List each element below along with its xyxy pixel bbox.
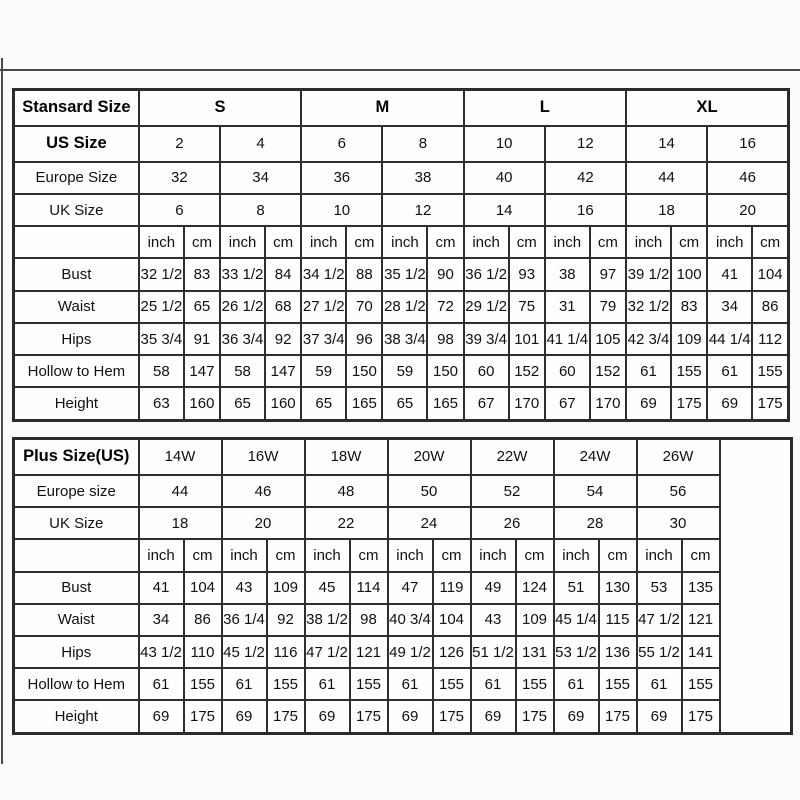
table-cell: 175 [267,700,305,733]
table-cell: 61 [388,668,433,700]
table-cell: 46 [222,475,305,507]
table-cell: 105 [590,323,626,355]
table-cell: Bust [14,572,139,604]
table-cell: 40 [464,162,545,194]
table-cell: 28 1/2 [382,291,427,323]
table-cell: 10 [301,194,382,226]
table-cell: cm [509,226,545,258]
table-cell: Hips [14,323,139,355]
table-cell: 47 [388,572,433,604]
table-cell: 36 3/4 [220,323,265,355]
table-cell: 28 [554,507,637,539]
table-cell: 155 [671,355,707,387]
table-cell: Hollow to Hem [14,668,139,700]
table-cell: inch [220,226,265,258]
table-cell: cm [427,226,463,258]
table-cell: Hips [14,636,139,668]
table-cell: 67 [545,387,590,420]
table-cell: 115 [599,604,637,636]
table-cell: 16 [707,126,788,162]
table-cell: 43 [471,604,516,636]
table-cell: 155 [682,668,720,700]
table-cell: 31 [545,291,590,323]
table-cell: 34 [220,162,301,194]
table-cell: 38 [545,258,590,290]
table-row [14,194,789,226]
table-cell: 116 [267,636,305,668]
table-cell: 53 [637,572,682,604]
table-cell: 119 [433,572,471,604]
table-cell: 69 [471,700,516,733]
table-cell: 4 [220,126,301,162]
table-cell: inch [382,226,427,258]
table-cell: Bust [14,258,139,290]
table-cell: 70 [346,291,382,323]
table-cell: 55 1/2 [637,636,682,668]
table-row [14,475,792,507]
table-cell: 20W [388,439,471,475]
table-cell: 59 [382,355,427,387]
table-cell: 98 [427,323,463,355]
table-cell: 170 [509,387,545,420]
table-cell: 152 [509,355,545,387]
table-cell: 124 [516,572,554,604]
table-cell: cm [267,539,305,571]
table-cell: cm [682,539,720,571]
table-cell: S [139,90,301,126]
table-cell: 18 [139,507,222,539]
table-cell: inch [554,539,599,571]
table-row [14,226,789,258]
table-row [14,258,789,290]
empty-cell [14,539,139,571]
table-cell: 112 [752,323,788,355]
table-row [14,439,792,475]
table-cell: 160 [265,387,301,420]
table-cell: 34 1/2 [301,258,346,290]
table-cell: 58 [220,355,265,387]
standard-size-table [12,88,790,422]
table-cell: 165 [346,387,382,420]
table-cell: cm [752,226,788,258]
table-cell: 61 [139,668,184,700]
table-cell: 136 [599,636,637,668]
table-row [14,162,789,194]
table-cell: 84 [265,258,301,290]
table-cell: inch [305,539,350,571]
table-cell: inch [626,226,671,258]
table-cell: cm [265,226,301,258]
table-cell: 175 [433,700,471,733]
table-cell: 41 [139,572,184,604]
table-cell: 72 [427,291,463,323]
table-cell: 91 [184,323,220,355]
table-cell: 175 [682,700,720,733]
table-cell: 155 [267,668,305,700]
outer-frame-top-line [0,69,800,71]
table-cell: 150 [346,355,382,387]
table-cell: 67 [464,387,509,420]
table-cell: 98 [350,604,388,636]
table-cell: 130 [599,572,637,604]
table-cell: 32 [139,162,220,194]
table-cell: 79 [590,291,626,323]
table-cell: 24 [388,507,471,539]
table-cell: 14 [464,194,545,226]
table-cell: 56 [637,475,720,507]
table-cell: 92 [267,604,305,636]
table-cell: 10 [464,126,545,162]
table-cell: 24W [554,439,637,475]
table-cell: 147 [265,355,301,387]
table-cell: 46 [707,162,788,194]
table-cell: Plus Size(US) [14,439,139,475]
table-cell: 175 [599,700,637,733]
table-cell: cm [433,539,471,571]
table-cell: Stansard Size [14,90,139,126]
table-cell: 44 1/4 [707,323,752,355]
table-cell: 155 [752,355,788,387]
table-cell: 155 [516,668,554,700]
table-cell: 69 [222,700,267,733]
table-cell: 53 1/2 [554,636,599,668]
table-cell: 60 [545,355,590,387]
table-cell: 155 [599,668,637,700]
table-row [14,539,792,571]
table-cell: 2 [139,126,220,162]
table-cell: 14 [626,126,707,162]
table-cell: 48 [305,475,388,507]
table-cell: 25 1/2 [139,291,184,323]
table-cell: 175 [671,387,707,420]
table-cell: 109 [267,572,305,604]
table-cell: 51 [554,572,599,604]
table-cell: 35 3/4 [139,323,184,355]
table-cell: 6 [301,126,382,162]
table-cell: XL [626,90,789,126]
table-cell: 141 [682,636,720,668]
table-cell: 152 [590,355,626,387]
table-cell: inch [139,539,184,571]
table-cell: 44 [626,162,707,194]
table-cell: cm [350,539,388,571]
table-cell: 69 [388,700,433,733]
table-cell: 12 [382,194,463,226]
table-cell: UK Size [14,507,139,539]
table-cell: 61 [637,668,682,700]
table-cell: 43 1/2 [139,636,184,668]
table-cell: L [464,90,626,126]
table-cell: Height [14,700,139,733]
table-cell: 40 3/4 [388,604,433,636]
table-cell: 160 [184,387,220,420]
table-cell: Waist [14,604,139,636]
table-cell: 36 1/2 [464,258,509,290]
table-cell: inch [301,226,346,258]
table-cell: 45 1/2 [222,636,267,668]
table-cell: 104 [184,572,222,604]
table-cell: 68 [265,291,301,323]
table-cell: 16W [222,439,305,475]
table-cell: 38 3/4 [382,323,427,355]
table-row [14,668,792,700]
table-cell: 104 [752,258,788,290]
table-cell: 37 3/4 [301,323,346,355]
table-cell: 170 [590,387,626,420]
table-cell: 90 [427,258,463,290]
table-cell: 100 [671,258,707,290]
table-cell: inch [139,226,184,258]
table-row [14,636,792,668]
table-cell: 47 1/2 [637,604,682,636]
table-cell: 43 [222,572,267,604]
table-row [14,291,789,323]
table-cell: 131 [516,636,554,668]
table-cell: 27 1/2 [301,291,346,323]
empty-cell [14,226,139,258]
table-cell: 45 [305,572,350,604]
table-cell: 93 [509,258,545,290]
table-cell: 155 [433,668,471,700]
table-cell: 69 [554,700,599,733]
table-cell: 8 [382,126,463,162]
table-cell: 41 [707,258,752,290]
table-cell: 83 [184,258,220,290]
table-cell: inch [471,539,516,571]
table-cell: 30 [637,507,720,539]
table-cell: Height [14,387,139,420]
table-cell: inch [545,226,590,258]
table-cell: 16 [545,194,626,226]
table-cell: 96 [346,323,382,355]
table-cell: 45 1/4 [554,604,599,636]
table-cell: 65 [382,387,427,420]
table-cell: 41 1/4 [545,323,590,355]
table-cell: 36 [301,162,382,194]
table-cell: 155 [350,668,388,700]
table-cell: 121 [350,636,388,668]
table-cell: 18 [626,194,707,226]
table-row [14,126,789,162]
table-cell: 69 [305,700,350,733]
table-cell: 86 [752,291,788,323]
table-cell: 20 [222,507,305,539]
table-cell: cm [184,539,222,571]
table-cell: 69 [637,700,682,733]
table-cell: 61 [222,668,267,700]
table-cell: 65 [220,387,265,420]
table-cell: 65 [301,387,346,420]
table-cell: 22 [305,507,388,539]
table-cell: 22W [471,439,554,475]
table-cell: 38 1/2 [305,604,350,636]
table-cell: 150 [427,355,463,387]
table-cell: 83 [671,291,707,323]
table-cell: 32 1/2 [139,258,184,290]
table-cell: 36 1/4 [222,604,267,636]
table-cell: 42 [545,162,626,194]
table-cell: 155 [184,668,222,700]
table-cell: 175 [184,700,222,733]
table-cell: inch [707,226,752,258]
table-cell: 175 [350,700,388,733]
table-row [14,572,792,604]
table-cell: US Size [14,126,139,162]
table-cell: 114 [350,572,388,604]
table-cell: 88 [346,258,382,290]
table-cell: Hollow to Hem [14,355,139,387]
table-cell: 59 [301,355,346,387]
table-cell: cm [516,539,554,571]
plus-size-table [12,437,793,735]
table-cell: 61 [626,355,671,387]
table-cell: 34 [139,604,184,636]
table-row [14,387,789,420]
table-row [14,355,789,387]
table-cell: 49 1/2 [388,636,433,668]
table-cell: 97 [590,258,626,290]
table-cell: cm [671,226,707,258]
table-cell: 126 [433,636,471,668]
outer-frame-left-line [1,58,3,764]
table-cell: 39 1/2 [626,258,671,290]
table-cell: 86 [184,604,222,636]
table-cell: 35 1/2 [382,258,427,290]
table-cell: 175 [516,700,554,733]
table-cell: 44 [139,475,222,507]
table-cell: 60 [464,355,509,387]
table-cell: 14W [139,439,222,475]
table-cell: 101 [509,323,545,355]
table-cell: 26 1/2 [220,291,265,323]
table-cell: 69 [707,387,752,420]
table-row [14,700,792,733]
table-cell: 34 [707,291,752,323]
table-cell: 12 [545,126,626,162]
table-cell: 61 [471,668,516,700]
table-cell: 75 [509,291,545,323]
table-cell: Europe Size [14,162,139,194]
table-cell: cm [184,226,220,258]
empty-cell [720,439,792,734]
table-cell: 6 [139,194,220,226]
table-cell: 110 [184,636,222,668]
table-cell: 109 [516,604,554,636]
table-cell: M [301,90,463,126]
table-cell: 29 1/2 [464,291,509,323]
table-row [14,323,789,355]
table-cell: Europe size [14,475,139,507]
table-cell: 32 1/2 [626,291,671,323]
table-cell: 104 [433,604,471,636]
table-cell: 26 [471,507,554,539]
table-cell: 39 3/4 [464,323,509,355]
table-cell: 109 [671,323,707,355]
table-cell: 47 1/2 [305,636,350,668]
table-cell: 165 [427,387,463,420]
table-cell: 58 [139,355,184,387]
table-cell: inch [222,539,267,571]
table-cell: cm [590,226,626,258]
table-row [14,507,792,539]
table-cell: 54 [554,475,637,507]
table-cell: 38 [382,162,463,194]
table-cell: Waist [14,291,139,323]
table-cell: 50 [388,475,471,507]
table-cell: 26W [637,439,720,475]
table-cell: cm [346,226,382,258]
table-cell: inch [464,226,509,258]
table-cell: 63 [139,387,184,420]
table-cell: 175 [752,387,788,420]
table-cell: 135 [682,572,720,604]
table-cell: 52 [471,475,554,507]
table-cell: 8 [220,194,301,226]
table-cell: 69 [139,700,184,733]
table-row [14,604,792,636]
table-cell: inch [637,539,682,571]
table-cell: 49 [471,572,516,604]
table-cell: 69 [626,387,671,420]
table-cell: 121 [682,604,720,636]
table-cell: 61 [707,355,752,387]
table-cell: 42 3/4 [626,323,671,355]
table-cell: 20 [707,194,788,226]
table-row [14,90,789,126]
table-cell: 61 [554,668,599,700]
table-cell: 147 [184,355,220,387]
table-cell: cm [599,539,637,571]
table-cell: UK Size [14,194,139,226]
table-cell: 33 1/2 [220,258,265,290]
table-cell: 65 [184,291,220,323]
table-cell: 92 [265,323,301,355]
table-cell: 18W [305,439,388,475]
table-cell: 61 [305,668,350,700]
table-cell: inch [388,539,433,571]
table-cell: 51 1/2 [471,636,516,668]
